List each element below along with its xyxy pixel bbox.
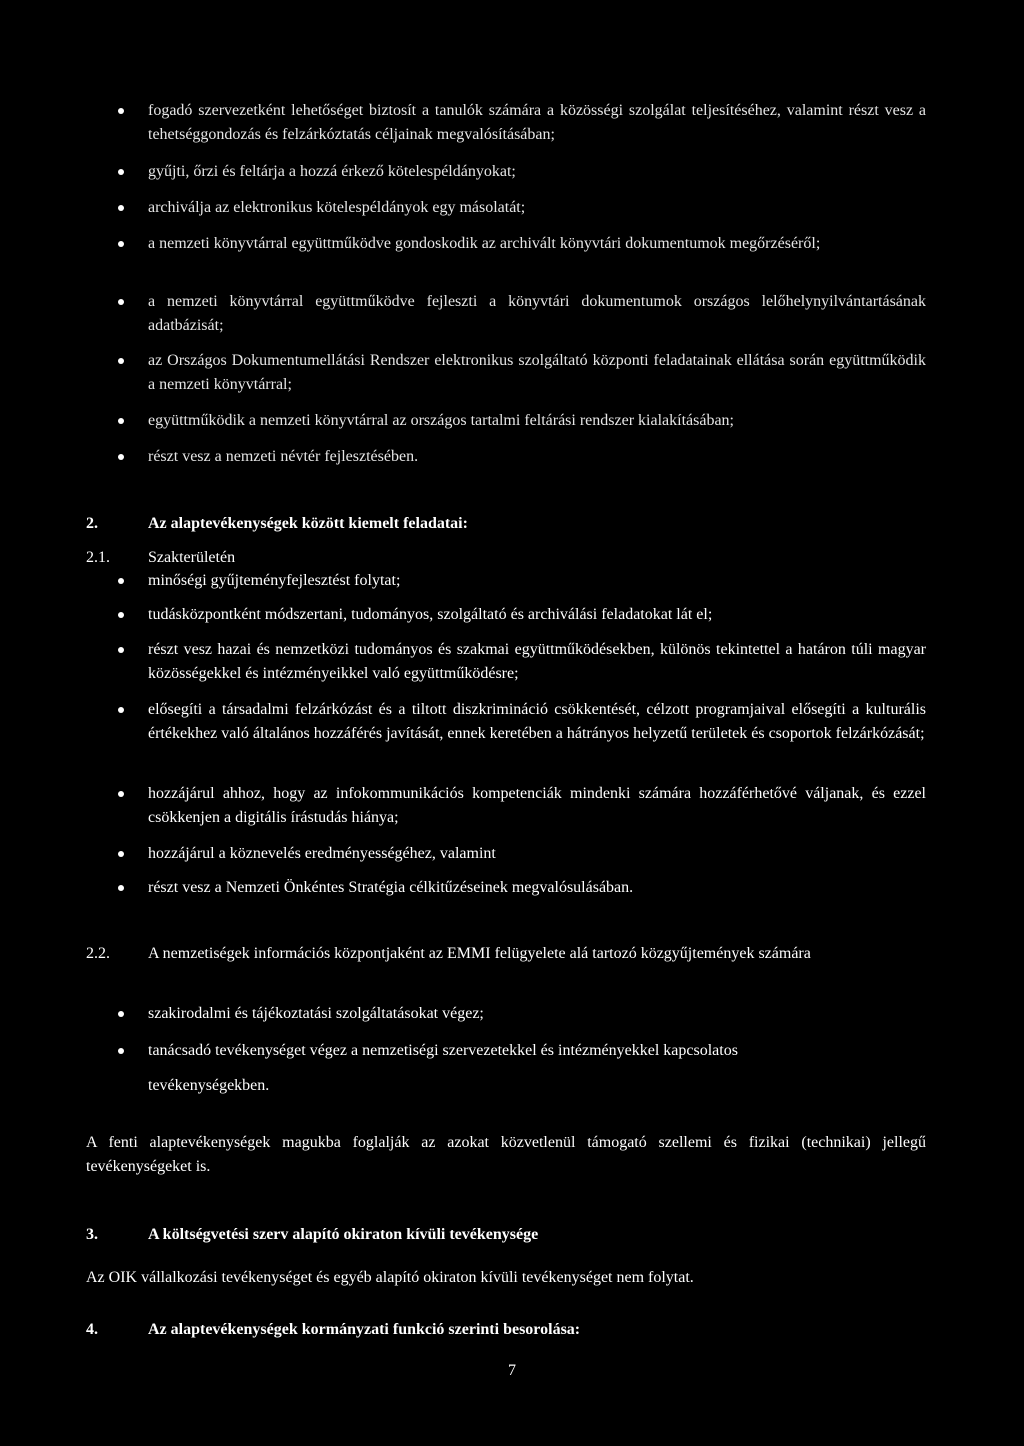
- list-item: tudásközpontként módszertani, tudományos, szolgáltató és archiválási feladatokat lát el;: [148, 603, 926, 627]
- list-item: gyűjti, őrzi és feltárja a hozzá érkező kötelespéldányokat;: [148, 160, 926, 184]
- list-item: tanácsadó tevékenységet végez a nemzetiségi szervezetekkel és intézményekkel kapcsolatos: [148, 1039, 926, 1063]
- page-number: 7: [508, 1362, 516, 1379]
- list-item: részt vesz a Nemzeti Önkéntes Stratégia célkitűzéseinek megvalósulásában.: [148, 876, 926, 900]
- list-item: archiválja az elektronikus kötelespéldányok egy másolatát;: [148, 196, 926, 220]
- list-item: hozzájárul ahhoz, hogy az infokommunikációs kompetenciák mindenki számára hozzáférhetővé váljanak, és ezzel csökkenjen a digitális írástudás hiánya;: [148, 782, 926, 829]
- section-3-text: Az OIK vállalkozási tevékenységet és egyéb alapító okiraton kívüli tevékenységet nem folytat.: [86, 1269, 694, 1286]
- subsection-2-2-title: A nemzetiségek információs központjaként az EMMI felügyelete alá tartozó közgyűjtemények számára: [148, 945, 811, 962]
- list-item: fogadó szervezetként lehetőséget biztosít a tanulók számára a közösségi szolgálat teljesítéséhez, valamint részt vesz a tehetséggondozás és felzárkóztatás céljainak megvalósításában;: [148, 99, 926, 146]
- list-item: minőségi gyűjteményfejlesztést folytat;: [148, 569, 926, 593]
- closing-paragraph: A fenti alaptevékenységek magukba foglalják az azokat közvetlenül támogató szellemi és fizikai (technikai) jellegű tevékenységeket is.: [86, 1134, 926, 1175]
- subsection-2-2-continuation: tevékenységekben.: [148, 1077, 270, 1094]
- list-item: a nemzeti könyvtárral együttműködve fejleszti a könyvtári dokumentumok országos lelőhelynyilvántartásának adatbázisát;: [148, 290, 926, 337]
- list-item: a nemzeti könyvtárral együttműködve gondoskodik az archivált könyvtári dokumentumok megőrzéséről;: [148, 232, 926, 256]
- list-item: szakirodalmi és tájékoztatási szolgáltatásokat végez;: [148, 1002, 926, 1026]
- section-3-title: A költségvetési szerv alapító okiraton kívüli tevékenysége: [148, 1226, 539, 1243]
- subsection-2-1-title: Szakterületén: [148, 549, 236, 566]
- subsection-2-2-number: 2.2.: [86, 945, 110, 962]
- list-item: hozzájárul a köznevelés eredményességéhez, valamint: [148, 842, 926, 866]
- section-3-number: 3.: [86, 1226, 98, 1243]
- list-item: elősegíti a társadalmi felzárkózást és a tiltott diszkrimináció csökkentését, célzott programjaival elősegíti a kulturális értékekhez való általános hozzáférés javítását, ennek keretében a hátrányos helyzetű területek és csoportok felzárkózását;: [148, 698, 926, 745]
- section-4-number: 4.: [86, 1321, 98, 1338]
- list-item: részt vesz hazai és nemzetközi tudományos és szakmai együttműködésekben, különös tekintettel a határon túli magyar közösségekkel és intézményeikkel való együttműködésre;: [148, 638, 926, 685]
- section-2-title: Az alaptevékenységek között kiemelt feladatai:: [148, 515, 468, 532]
- section-2-number: 2.: [86, 515, 98, 532]
- subsection-2-1-number: 2.1.: [86, 549, 110, 566]
- list-item: az Országos Dokumentumellátási Rendszer elektronikus szolgáltató központi feladatainak ellátása során együttműködik a nemzeti könyvtárral;: [148, 349, 926, 396]
- list-item: részt vesz a nemzeti névtér fejlesztésében.: [148, 445, 926, 469]
- list-item: együttműködik a nemzeti könyvtárral az országos tartalmi feltárási rendszer kialakításában;: [148, 409, 926, 433]
- section-4-title: Az alaptevékenységek kormányzati funkció szerinti besorolása:: [148, 1321, 581, 1338]
